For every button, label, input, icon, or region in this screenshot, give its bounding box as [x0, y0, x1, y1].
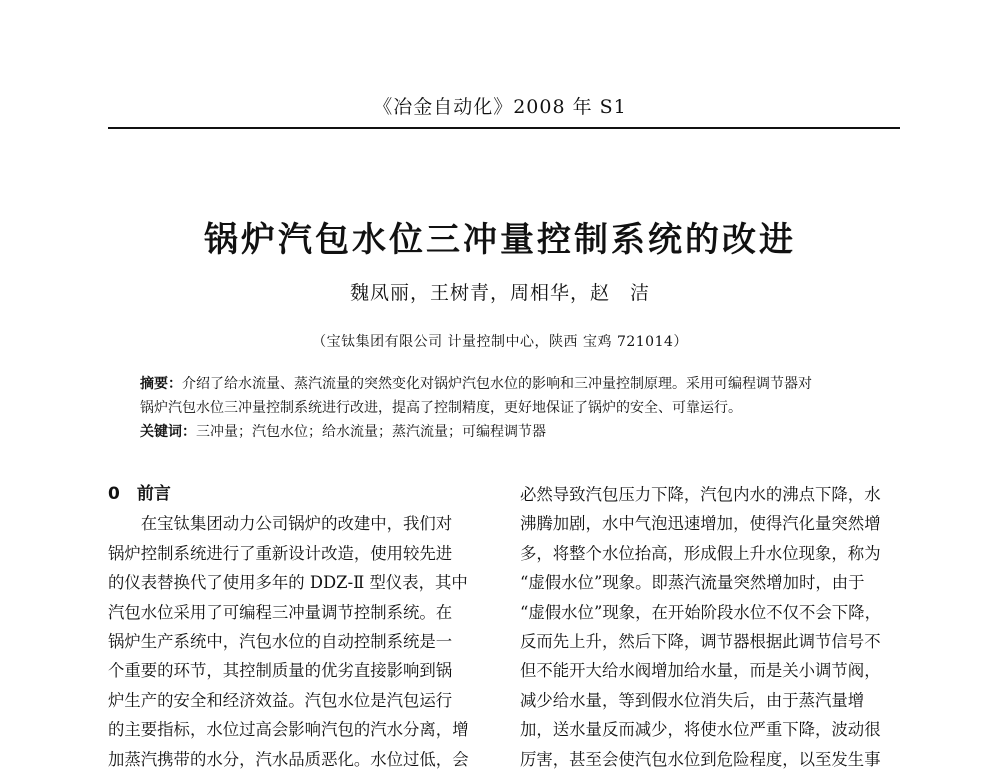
- left-column: [108, 480, 488, 774]
- right-line-3: 多，将整个水位抬高，形成假上升水位现象，称为: [520, 543, 881, 563]
- left-line-6: 个重要的环节，其控制质量的优劣直接影响到锅: [108, 661, 453, 681]
- abstract-label: 摘要：: [140, 376, 182, 392]
- right-line-5: “虚假水位”现象，在开始阶段水位不仅不会下降，: [520, 602, 881, 622]
- keywords-line: [140, 420, 870, 444]
- left-line-1: 在宝钛集团动力公司锅炉的改建中，我们对: [108, 514, 453, 534]
- right-line-10: 厉害，甚至会使汽包水位到危险程度，以至发生事: [520, 749, 881, 769]
- left-line-5: 锅炉生产系统中，汽包水位的自动控制系统是一: [108, 631, 453, 651]
- right-column: [520, 480, 900, 774]
- left-line-2: 锅炉控制系统进行了重新设计改造，使用较先进: [108, 543, 453, 563]
- abstract-block: [140, 372, 870, 444]
- left-line-8: 的主要指标，水位过高会影响汽包的汽水分离，增: [108, 720, 469, 740]
- left-line-4: 汽包水位采用了可编程三冲量调节控制系统。在: [108, 602, 453, 622]
- right-line-9: 加，送水量反而减少，将使水位严重下降，波动很: [520, 720, 881, 740]
- right-line-2: 沸腾加剧，水中气泡迅速增加，使得汽化量突然增: [520, 514, 881, 534]
- paper-affiliation: （宝钛集团有限公司 计量控制中心，陕西 宝鸡 721014）: [312, 334, 688, 350]
- journal-header: 《冶金自动化》2008 年 S1: [373, 96, 627, 118]
- header-rule: [108, 127, 900, 129]
- keywords-label: 关键词：: [140, 424, 196, 440]
- right-line-6: 反而先上升，然后下降，调节器根据此调节信号不: [520, 631, 881, 651]
- keywords-text: 三冲量；汽包水位；给水流量；蒸汽流量；可编程调节器: [196, 424, 546, 440]
- left-line-9: 加蒸汽携带的水分，汽水品质恶化。水位过低，会: [108, 749, 469, 769]
- left-line-7: 炉生产的安全和经济效益。汽包水位是汽包运行: [108, 690, 453, 710]
- paper-authors: 魏凤丽，王树青，周相华，赵 洁: [349, 282, 650, 304]
- abstract-line-2: 锅炉汽包水位三冲量控制系统进行改进，提高了控制精度，更好地保证了锅炉的安全、可靠运行。: [140, 400, 742, 416]
- section-heading: 0 前言: [108, 484, 171, 504]
- right-line-4: “虚假水位”现象。即蒸汽流量突然增加时，由于: [520, 573, 865, 593]
- left-line-3: 的仪表替换代了使用多年的 DDZ-Ⅱ 型仪表，其中: [108, 573, 468, 593]
- paper-title: 锅炉汽包水位三冲量控制系统的改进: [204, 220, 796, 260]
- abstract-line-1: [140, 372, 870, 396]
- abstract-text-1: 介绍了给水流量、蒸汽流量的突然变化对锅炉汽包水位的影响和三冲量控制原理。采用可编程调节器对: [182, 376, 812, 392]
- right-line-1: 必然导致汽包压力下降，汽包内水的沸点下降，水: [520, 485, 881, 504]
- right-line-8: 减少给水量，等到假水位消失后，由于蒸汽量增: [520, 690, 865, 710]
- right-line-7: 但不能开大给水阀增加给水量，而是关小调节阀，: [520, 661, 881, 681]
